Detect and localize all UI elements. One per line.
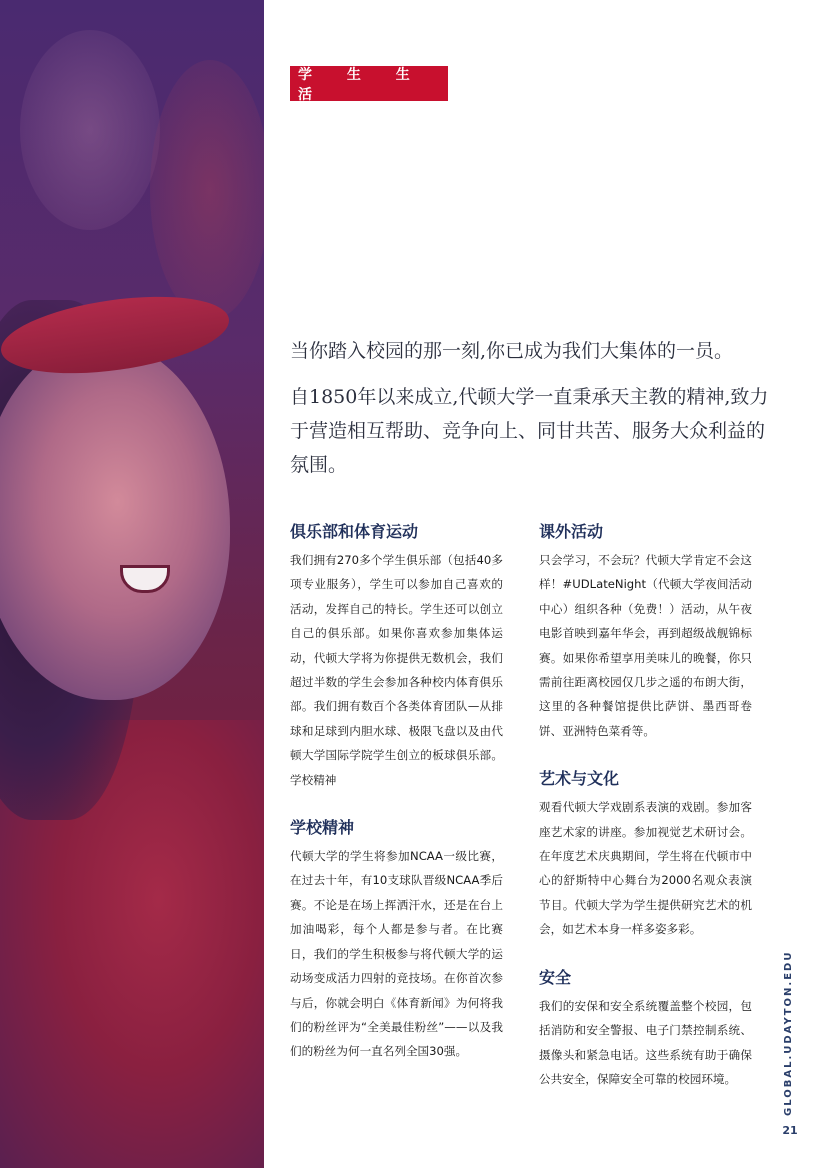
section-title: 艺术与文化 xyxy=(539,769,620,789)
left-column xyxy=(290,520,503,1088)
photo-crowd-blur xyxy=(150,60,264,320)
section-body: 观看代顿大学戏剧系表演的戏剧。参加客座艺术家的讲座。参加视觉艺术研讨会。在年度艺术庆典期间，学生将在代顿市中心的舒斯特中心舞台为2000名观众表演节目。代顿大学为学生提供研究艺术的机会，如艺术本身一样多姿多彩。 xyxy=(539,800,752,937)
section-clubs-sports xyxy=(290,520,503,792)
page-number: 21 xyxy=(782,1124,798,1137)
intro-line-1: 当你踏入校园的那一刻,你已成为我们大集体的一员。 xyxy=(290,340,734,362)
section-title: 课外活动 xyxy=(539,522,604,541)
section-arts-culture xyxy=(539,767,752,941)
section-safety xyxy=(539,966,752,1092)
section-title: 俱乐部和体育运动 xyxy=(290,522,419,541)
hero-photo xyxy=(0,0,264,1168)
intro-line-2: 自1850年以来成立,代顿大学一直秉承天主教的精神,致力于营造相互帮助、竞争向上、同甘共苦、服务大众利益的氛围。 xyxy=(290,386,769,476)
photo-crowd-blur xyxy=(20,30,160,230)
section-tag: 学 生 生 活 xyxy=(290,66,448,101)
photo-face xyxy=(0,340,230,700)
section-school-spirit xyxy=(290,816,503,1064)
section-body: 代顿大学的学生将参加NCAA一级比赛，在过去十年，有10支球队晋级NCAA季后赛。不论是在场上挥洒汗水，还是在台上加油喝彩，每个人都是参与者。在比赛日，我们的学生积极参与将代顿大学的运动场变成活力四射的竞技场。在你首次参与后，你就会明白《体育新闻》为何将我们的粉丝评为“全美最佳粉丝”——以及我们的粉丝为何一直名列全国30强。 xyxy=(290,849,503,1059)
intro-text xyxy=(290,334,770,494)
section-title: 安全 xyxy=(539,967,572,987)
section-body: 只会学习，不会玩？代顿大学肯定不会这样！#UDLateNight（代顿大学夜间活动中心）组织各种（免费！）活动，从午夜电影首映到嘉年华会，再到超级战舰锦标赛。如果你希望享用美味儿的晚餐，你只需前往距离校园仅几步之遥的布朗大街，这里的各种餐馆提供比萨饼、墨西哥卷饼、亚洲特色菜肴等。 xyxy=(539,553,752,738)
section-body: 我们的安保和安全系统覆盖整个校园，包括消防和安全警报、电子门禁控制系统、摄像头和紧急电话。这些系统有助于确保公共安全，保障安全可靠的校园环境。 xyxy=(539,998,752,1086)
right-column xyxy=(539,520,752,1115)
section-body: 我们拥有270多个学生俱乐部（包括40多项专业服务），学生可以参加自己喜欢的活动，发挥自己的特长。学生还可以创立自己的俱乐部。如果你喜欢参加集体运动，代顿大学将为你提供无数机会，我们超过半数的学生会参加各种校内体育俱乐部。我们拥有数百个各类体育团队—从排球和足球到内胆水球、极限飞盘以及由代顿大学国际学院学生创立的板球俱乐部。学校精神 xyxy=(290,553,503,787)
section-extracurricular xyxy=(539,520,752,743)
section-title: 学校精神 xyxy=(290,818,355,838)
website-url: GLOBAL.UDAYTON.EDU xyxy=(783,950,794,1116)
